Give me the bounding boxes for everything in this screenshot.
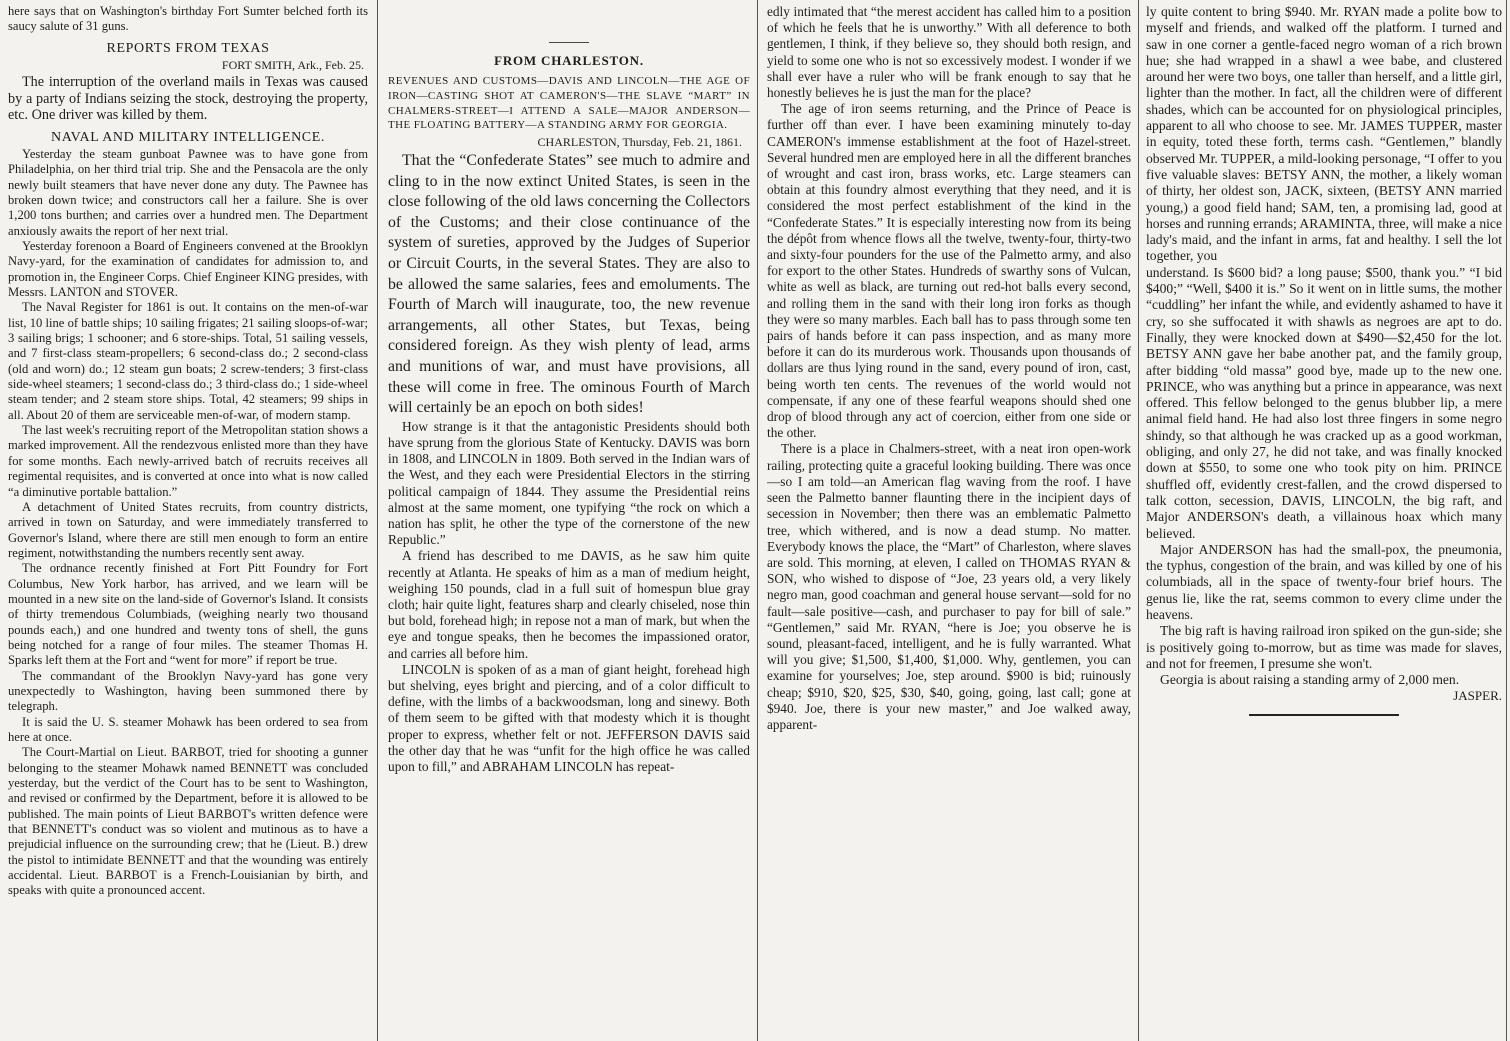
charleston-paragraph: edly intimated that “the merest accident has called him to a position of which he feels that he is unworthy.” With all deference to both gentlemen, I think, if they believe so, they should both resign, and yield to some one who is not so excessively modest. I wonder if we shall ever have a ruler who will be frank enough to say that he honestly believes he is just the man for the place? [767,4,1131,101]
charleston-paragraph: Major ANDERSON has had the small-pox, the pneumonia, the typhus, congestion of the brain, and was killed by one of his columbiads, all in the space of twenty-four brief hours. The genus lie, like the rat, seems common to every clime under the heavens. [1146,541,1502,622]
charleston-heading: FROM CHARLESTON. [494,53,644,68]
charleston-paragraph: There is a place in Chalmers-street, with a neat iron open-work railing, protecting quite a graceful looking building. There was once—so I am told—an American flag waving from the roof. I have seen the Palmetto banner flaunting there in the incipient days of secession in November; then there was an emblematic Palmetto tree, which withered, and is now a dead stump. No matter. Everybody knows the place, the “Mart” of Charleston, where slaves are sold. This morning, at eleven, I called on THOMAS RYAN & SON, who wished to dispose of “Joe, 23 years old, a very likely negro man, good coachman and general house servant—sold for no fault—sale positive—cash, and purchaser to pay for bill of sale.” “Gentlemen,” said Mr. RYAN, “here is Joe; you observe he is sound, pleasant-faced, intelligent, and he is fully warranted. What will you give; $1,500, $1,400, $1,000. Why, gentlemen, you can examine for yourselves; Joe, step around. $900 is bid; ruinously cheap; $910, $20, $25, $30, $40, going, going, last call; gone at $940. Joe, there is your new master,” and Joe walked away, apparent- [767,441,1131,732]
naval-paragraph: Yesterday the steam gunboat Pawnee was to have gone from Philadelphia, on her third trial trip. She and the Pensacola are the only newly built steamers that have never done any duty. The Pawnee has broken down twice; and constructors call her a failure. She is over 1,200 tons burthen; and carries over a hundred men. The Department anxiously awaits the report of her next trial. [8,146,368,238]
charleston-paragraph: How strange is it that the antagonistic Presidents should both have sprung from the glorious State of Kentucky. DAVIS was born in 1808, and LINCOLN in 1809. Both served in the Indian wars of the West, and they each were Presidential Electors in the stirring political campaign of 1844. They assume the Presidential reins almost at the same moment, one typifying “the rock on which a nation has split, he other the type of the cornerstone of the new Republic.” [388,418,750,548]
charleston-lead-paragraph: That the “Confederate States” see much to admire and cling to in the now extinct United States, is seen in the close following of the old laws concerning the Collectors of the Customs; and their close continuance of the system of sureties, approved by the Judges of Superior or Circuit Courts, in the several States. They are also to be allowed the same salaries, fees and emoluments. The Fourth of March will inaugurate, too, the new revenue arrangements, all other States, but Texas, being considered foreign. As they wish plenty of lead, arms and munitions of war, and must have provisions, all these will come in free. The ominous Fourth of March will certainly be an epoch on both sides! [388,152,750,417]
column-4 [1146,4,1502,1036]
column-1 [8,4,368,1036]
column-2 [388,4,750,1036]
naval-paragraph: The ordnance recently finished at Fort Pitt Foundry for Fort Columbus, New York harbor, has arrived, and we learn will be mounted in a new site on the land-side of Governor's Island. It consists of thirty tremendous Columbiads, (weighing nearly two thousand pounds each,) and one hundred and twenty tons of shell, the guns being notched for a range of four miles. The steamer Thomas H. Sparks left them at the Fort and “went for more” if report be true. [8,561,368,668]
charleston-paragraph: Georgia is about raising a standing army of 2,000 men. [1160,672,1460,688]
naval-paragraph: The last week's recruiting report of the Metropolitan station shows a marked improvement. All the rendezvous enlisted more than they have for some months. Each newly-arrived batch of recruits receives all regimental requisites, and is converted at once into what is now called “a diminutive portable battalion.” [8,423,368,499]
charleston-paragraph: understand. Is $600 bid? a long pause; $500, thank you.” “I bid $400;” “Well, $400 it is.” So it went on in little sums, the mother “cuddling” her infant the while, and evidently ashamed to have it cry, so she suffocated it with shawls as negroes are apt to do. Finally, they were knocked down at $490—$2,450 for the lot. BETSY ANN gave her babe another pat, and the family group, after bidding “old massa” good bye, made up to the new one. PRINCE, who was anything but a prince in appearance, was next offered. This fellow belonged to the genus blubber lip, a mere animal field hand. He had also lost three fingers in some negro shindy, so that although he was cracked up as a good workman, obliging, and only 27, he did not take, and was finally knocked down at $550, to some one who took pity on him. PRINCE shuffled off, evidently crest-fallen, and the crowd dispersed to talk cotton, secession, DAVIS, LINCOLN, the big raft, and Major ANDERSON's death, a villainous hoax which many believed. [1146,264,1502,541]
naval-paragraph: It is said the U. S. steamer Mohawk has been ordered to sea from here at once. [8,714,368,744]
charleston-paragraph: A friend has described to me DAVIS, as he saw him quite recently at Atlanta. He speaks of him as a man of medium height, weighing 150 pounds, clad in a full suit of homespun blue gray cloth; hair quite light, features sharp and clearly chiseled, nose thin but bold, forehead high; in repose not a man of mark, but when the eye and tongue speaks, then he becomes the impassioned orator, and carries all before him. [388,548,750,661]
charleston-paragraph: LINCOLN is spoken of as a man of giant height, forehead high but shelving, eyes bright and piercing, and of a color difficult to define, with the limbs of a backwoodsman, long and sinewy. Both of them seem to be gifted with that modesty which it is thought proper to express, whether felt or not. JEFFERSON DAVIS said the other day that he was “unfit for the high office he was called upon to fill,” and ABRAHAM LINCOLN has repeat- [388,661,750,775]
charleston-paragraph: The big raft is having railroad iron spiked on the gun-side; she is positively going to-morrow, but as time was made for slaves, and not for freemen, I presume she won't. [1146,623,1502,671]
column-rule [1138,0,1139,1041]
column-rule [757,0,758,1041]
charleston-paragraph: The age of iron seems returning, and the Prince of Peace is further off than ever. I have been examining minutely to-day CAMERON's immense establishment at the foot of Hazel-street. Several hundred men are employed here in all the different branches of wrought and cast iron, brass works, etc. Large steamers can obtain at this foundry almost everything that they need, and it is considered the most perfect establishment of the kind in the “Confederate States.” It is especially interesting now from its being the dépôt from whence flows all the twelve, twenty-four, thirty-two and sixty-four pounders for the use of the Palmetto army, and also for export to the other States. Hundreds of swarthy sons of Vulcan, white as well as black, are turning out red-hot balls every second, and rolling them in the sand with their long iron forks as though they were so many marbles. Each ball has to pass through some ten pairs of hands before it can pass inspection, and as many more before it can do its murderous work. Thousands upon thousands of dollars are thus lying round in the sand, every pound of iron, cast, being worth ten cents. The revenues of the world would not compensate, if any one of these fearful weapons should shed one drop of blood through any act of coercion, either from one side or the other. [767,101,1131,441]
column-3 [767,4,1131,1036]
author-signature: JASPER. [1453,688,1502,704]
column-rule [1506,0,1507,1041]
naval-paragraph: The Court-Martial on Lieut. BARBOT, tried for shooting a gunner belonging to the steamer Mohawk named BENNETT was concluded yesterday, but the verdict of the Court has to be sent to Washington, and revised or confirmed by the Department, before it is allowed to be published. The main points of Lieut BARBOT's written defence were that BENNETT's conduct was so violent and mutinous as to have a prejudicial influence on the surrounding crew; that he (Lieut. B.) drew the pistol to intimidate BENNETT and that the wounding was entirely accidental. Lieut. BARBOT is a French-Louisianian by birth, and speaks with quite a pronounced accent. [8,745,368,898]
end-rule [1249,714,1399,716]
charleston-paragraph: ly quite content to bring $940. Mr. RYAN made a polite bow to myself and friends, and walked off the platform. I turned and saw in one corner a gentle-faced negro woman of a rich brown hue; she had wrapped in a shawl a wee babe, and clustered around her were two boys, one taller than herself, and a little girl, lighter than the mother. In fact, all the children were of different shades, which can be accounted for on physiological principles, apparent to all who choose to see. Mr. JAMES TUPPER, master in equity, toted these forth, terms cash. “Gentlemen,” blandly observed Mr. TUPPER, a mild-looking personage, “I offer to you five valuable slaves: BETSY ANN, the mother, a likely woman of thirty, her oldest son, JACK, sixteen, (BETSY ANN married young,) a good field hand; SAM, ten, a promising lad, good at horses and running errands; ARAMINTA, three, will make a nice lady's maid, and the infant in arms, fat and healthy. I sell the lot together, you [1146,4,1502,264]
naval-paragraph: Yesterday forenoon a Board of Engineers convened at the Brooklyn Navy-yard, for the examination of candidates for admission to, and promotion in, the Engineer Corps. Chief Engineer KING presides, with Messrs. LANTON and STOVER. [8,239,368,300]
texas-body: The interruption of the overland mails in Texas was caused by a party of Indians seizing the stock, destroying the property, etc. One driver was killed by them. [8,74,368,124]
divider [549,42,589,43]
charleston-subheads: REVENUES AND CUSTOMS—DAVIS AND LINCOLN—THE AGE OF IRON—CASTING SHOT AT CAMERON'S—THE SLAVE “MART” IN CHALMERS-STREET—I ATTEND A SALE—MAJOR ANDERSON—THE FLOATING BATTERY—A STANDING ARMY FOR GEORGIA. [388,75,750,132]
naval-heading: NAVAL AND MILITARY INTELLIGENCE. [51,129,325,145]
intro-text: here says that on Washington's birthday Fort Sumter belched forth its saucy salute of 31 guns. [8,4,368,34]
texas-dateline: FORT SMITH, Ark., Feb. 25. [221,58,364,73]
column-rule [377,0,378,1041]
charleston-dateline: CHARLESTON, Thursday, Feb. 21, 1861. [537,134,742,149]
naval-paragraph: A detachment of United States recruits, from country districts, arrived in town on Saturday, and were immediately transferred to Governor's Island, where there are still men enough to form an entire regiment, notwithstanding the numbers recently sent away. [8,499,368,560]
naval-paragraph: The commandant of the Brooklyn Navy-yard has gone very unexpectedly to Washington, having been summoned there by telegraph. [8,668,368,714]
texas-heading: REPORTS FROM TEXAS [106,40,270,56]
naval-paragraph: The Naval Register for 1861 is out. It contains on the men-of-war list, 10 line of battle ships; 10 sailing frigates; 21 sailing sloops-of-war; 3 sailing brigs; 1 schooner; and 6 store-ships. Total, 51 sailing vessels, and 7 first-class steam-propellers; 6 second-class do.; 2 second-class (old and worn) do.; 12 steam gun boats; 2 screw-tenders; 3 first-class side-wheel steamers; 1 second-class do.; 3 third-class do.; 1 side-wheel steam tender; and 2 steam store ships. Total, 42 steamers; 99 ships in all. About 20 of them are serviceable men-of-war, of modern stamp. [8,300,368,422]
